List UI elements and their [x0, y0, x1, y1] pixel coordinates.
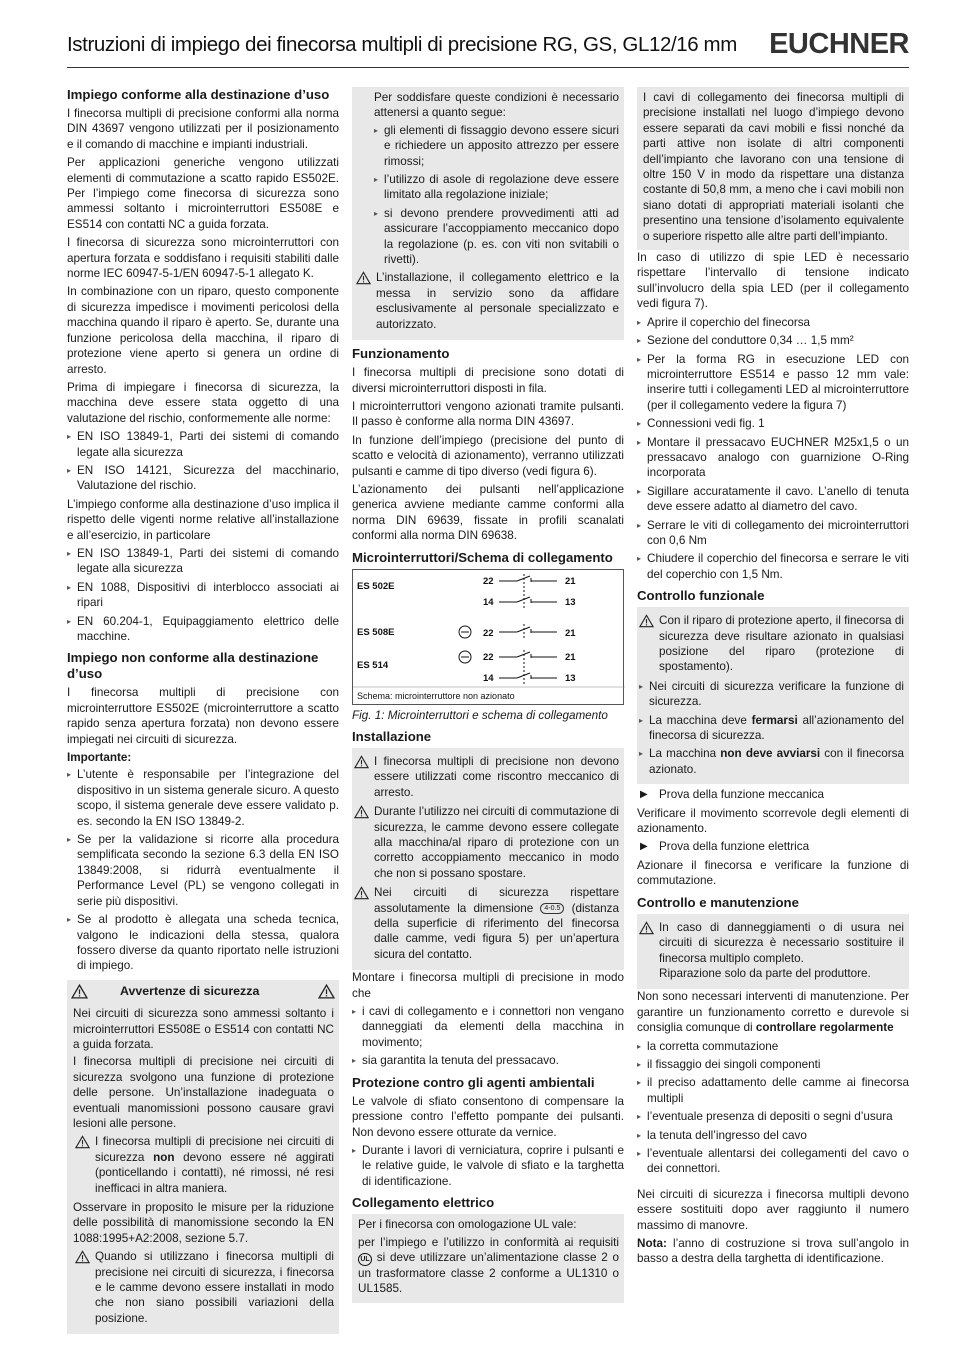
list-item: ▸ il preciso adattamento delle camme ai finecorsa multipli	[637, 1075, 909, 1106]
list-item: ▸ Sezione del conduttore 0,34 … 1,5 mm²	[637, 333, 909, 348]
paragraph: In caso di utilizzo di spie LED è necessario rispettare l’intervallo di tensione indicato sull’involucro della spia LED (per il collegamento vedi figura 7).	[637, 251, 909, 311]
warning-note: L’installazione, il collegamento elettrico e la messa in servizio sono da affidare esclusivamente al personale specializzato e autorizzato.	[354, 270, 619, 332]
paragraph: Non sono necessari interventi di manutenzione. Per garantire un funzionamento corretto e durevole si consiglia comunque di controllare regolarmente	[637, 990, 909, 1035]
safety-title: Avvertenze di sicurezza	[120, 983, 260, 998]
list-item: ▸ l’eventuale allentarsi dei collegamenti del cavo o dei connettori.	[637, 1146, 909, 1177]
cable-box	[637, 87, 909, 250]
safety-header	[67, 980, 339, 1003]
list-item: ▸ Chiudere il coperchio del finecorsa e serrare le viti del coperchio con 1,5 Nm.	[637, 551, 909, 582]
warning-icon	[75, 1250, 90, 1264]
heading-funzionamento: Funzionamento	[352, 346, 450, 362]
heading-manutenzione: Controllo e manutenzione	[637, 894, 799, 910]
norms-list	[67, 429, 339, 494]
list-item: ▸ Se per la validazione si ricorre alla procedura semplificata secondo la sezione 6.3 della EN ISO 13849:2008, si ridurrà eventualmente il Performance Level (PL) se vengono collegati in serie più dispositivi.	[67, 832, 339, 909]
dimension-badge: 4-0.5	[540, 903, 564, 914]
list-item: ▸ EN ISO 14121, Sicurezza del macchinario, Valutazione del rischio.	[67, 463, 339, 494]
list-item: ▸ L’utente è responsabile per l’integrazione del dispositivo in un sistema generale sicuro. A questo scopo, il sistema generale deve essere validato p. es. secondo la EN ISO 13849-2.	[67, 767, 339, 829]
list-item: ▸ l’eventuale presenza di depositi o segni d’usura	[637, 1109, 909, 1124]
conditions-list	[374, 123, 619, 268]
ul-mark-icon: UL	[358, 1253, 372, 1266]
terminal-22: 22	[483, 651, 494, 663]
warning-note: Nei circuiti di sicurezza rispettare assolutamente la dimensione 4-0.5 (distanza della superficie di riferimento del finecorsa dalle camme, vedi figura 5) per un’apertura sicura del contatto.	[352, 885, 619, 962]
warning-note: Quando si utilizzano i finecorsa multipli di precisione nei circuiti di sicurezza, i finecorsa e le camme devono essere installati in modo che non siano possibili variazioni della posizione.	[73, 1249, 334, 1326]
paragraph: I microinterruttori vengono azionati tramite pulsanti. Il passo è conforme alla norma DIN 43697.	[352, 399, 624, 429]
list-item: ▸ la tenuta dell’ingresso del cavo	[637, 1128, 909, 1143]
list-item: ▸ EN ISO 13849-1, Parti dei sistemi di comando legate alla sicurezza	[67, 429, 339, 460]
importante-label: Importante:	[67, 751, 132, 765]
heading-installazione: Installazione	[352, 728, 432, 744]
list-item: ▸ Serrare le viti di collegamento dei microinterruttori con 0,6 Nm	[637, 518, 909, 549]
paragraph: Azionare il finecorsa e verificare la funzione di commutazione.	[637, 858, 909, 888]
paragraph: L’azionamento dei pulsanti nell’applicazione generica avviene mediante camme conformi alla norma DIN 69639, fissate in profili scanalati conformi alla norma DIN 69638.	[352, 482, 624, 543]
installation-warnings	[352, 748, 624, 970]
paragraph: In funzione dell’impiego (precisione del punto di scatto e velocità di azionamento), verranno utilizzati pulsanti e camme di tipo diverso (vedi figura 6).	[352, 433, 624, 478]
paragraph: per l’impiego e l’utilizzo in conformità ai requisiti UL si deve utilizzare un’alimentazione classe 2 o un trasformatore classe 2 conforme a UL1310 o UL1585.	[358, 1235, 619, 1296]
warning-note: In caso di danneggiamenti o di usura nei circuiti di sicurezza è necessario sostituire il finecorsa multiplo completo. Riparazione solo da parte del produttore.	[637, 920, 904, 982]
paragraph: Le valvole di sfiato consentono di compensare la pressione contro l’effetto pompante dei pulsanti. Non devono essere otturate da vernice.	[352, 1094, 624, 1139]
page-title: Istruzioni di impiego dei finecorsa multipli di precisione RG, GS, GL12/16 mm	[67, 33, 737, 56]
heading-nonconforme: Impiego non conforme alla destinazione d’uso	[67, 650, 319, 682]
warning-note: I finecorsa multipli di precisione non devono essere utilizzati come riscontro meccanico di arresto.	[352, 754, 619, 800]
heading-conforme: Impiego conforme alla destinazione d’uso	[67, 87, 330, 102]
list-item: ▸ i cavi di collegamento e i connettori non vengano danneggiati da elementi della macchina in movimento;	[352, 1004, 624, 1050]
paragraph: Montare i finecorsa multipli di precisione in modo che	[352, 971, 624, 1000]
list-item: ▸ EN 1088, Dispositivi di interblocco associati ai ripari	[67, 580, 339, 611]
step-elettrica: ▶ Prova della funzione elettrica	[637, 839, 909, 854]
column-1	[67, 87, 339, 1334]
terminal-22: 22	[483, 575, 494, 587]
paragraph: I finecorsa multipli di precisione conformi alla norma DIN 43697 vengono utilizzati per il posizionamento e il comando di macchine e impianti industriali.	[67, 107, 339, 151]
column-2	[352, 87, 624, 1303]
paragraph: Verificare il movimento scorrevole degli elementi di azionamento.	[637, 806, 909, 836]
list-item: ▸ La macchina non deve avviarsi con il finecorsa azionato.	[639, 746, 904, 777]
header-rule	[67, 67, 909, 68]
paragraph: L’impiego conforme alla destinazione d’uso implica il rispetto delle vigenti norme relative all’installazione e all’esercizio, in particolare	[67, 497, 339, 542]
conditions-box	[352, 87, 624, 340]
list-item: ▸ la corretta commutazione	[637, 1039, 909, 1054]
warning-icon	[75, 1135, 90, 1149]
list-item: ▸ Connessioni vedi fig. 1	[637, 416, 909, 431]
warning-icon	[354, 755, 369, 769]
control-box	[637, 607, 909, 784]
terminal-14: 14	[483, 596, 494, 608]
terminal-14: 14	[483, 672, 494, 684]
label-es514: ES 514	[357, 659, 389, 671]
heading-microinterruttori: Microinterruttori/Schema di collegamento	[352, 549, 613, 565]
paragraph: I finecorsa multipli di precisione nei circuiti di sicurezza svolgono una funzione di protezione delle persone. Un’installazione inadeguata o eventuali manomissioni possono causare gravi lesioni alle persone.	[73, 1055, 334, 1130]
installation-list	[352, 1004, 624, 1069]
warning-icon	[71, 984, 88, 999]
warning-icon	[354, 805, 369, 819]
terminal-13: 13	[565, 596, 576, 608]
paragraph: Nei circuiti di sicurezza sono ammessi soltanto i microinterruttori ES508E o ES514 con contatti NC a guida forzata.	[73, 1007, 334, 1051]
maintenance-list	[637, 1039, 909, 1177]
paragraph: Per i finecorsa con omologazione UL vale:	[358, 1218, 577, 1232]
label-es508e: ES 508E	[357, 626, 395, 638]
list-item: ▸ EN ISO 13849-1, Parti dei sistemi di comando legate alla sicurezza	[67, 546, 339, 577]
list-item: ▸ l’utilizzo di asole di regolazione deve essere limitato alla regolazione iniziale;	[374, 172, 619, 203]
wiring-diagram	[352, 569, 624, 705]
step-meccanica: ▶ Prova della funzione meccanica	[637, 787, 909, 802]
heading-collegamento: Collegamento elettrico	[352, 1195, 495, 1211]
paragraph: Per soddisfare queste condizioni è necessario attenersi a quanto segue:	[374, 91, 619, 120]
paragraph: In combinazione con un riparo, questo componente di sicurezza impedisce i movimenti pericolosi della macchina quando il riparo è aperto. Se, durante una funzione pericolosa della macchina, il riparo di protezione viene aperto si genera un ordine di arresto.	[67, 285, 339, 376]
protection-list	[352, 1143, 624, 1189]
terminal-21: 21	[565, 627, 576, 639]
figure-caption: Fig. 1: Microinterruttori e schema di collegamento	[352, 708, 608, 722]
list-item: ▸ sia garantita la tenuta del pressacavo.	[352, 1053, 624, 1068]
paragraph: Osservare in proposito le misure per la riduzione delle possibilità di manomissione secondo la EN 1088:1995+A2:2008, sezione 5.7.	[73, 1201, 334, 1245]
warning-icon	[318, 984, 335, 999]
terminal-21: 21	[565, 575, 576, 587]
warning-icon	[356, 271, 371, 285]
list-item: ▸ Durante i lavori di verniciatura, coprire i pulsanti e le relative guide, le valvole di sfiato e la targhetta di identificazione.	[352, 1143, 624, 1189]
paragraph: I finecorsa di sicurezza sono microinterruttori con apertura forzata e soddisfano i requisiti stabiliti dalle norme IEC 60947-5-1/EN 60947-5-1 allegato K.	[67, 236, 339, 281]
diagram-note: Schema: microinterruttore non azionato	[357, 690, 515, 701]
warning-note: Con il riparo di protezione aperto, il finecorsa di sicurezza deve risultare azionato in qualsiasi posizione del riparo (protezione di spostamento).	[637, 613, 904, 675]
list-item: ▸ Sigillare accuratamente il cavo. L’anello di tenuta deve essere adatto al diametro del cavo.	[637, 484, 909, 515]
terminal-13: 13	[565, 672, 576, 684]
paragraph: Per applicazioni generiche vengono utilizzati elementi di commutazione a scatto rapido ES502E. Per l’impiego come finecorsa di sicurezza sono ammessi soltanto i microinterruttori ES508E e ES514 con contatti NC a guida forzata.	[67, 156, 339, 231]
list-item: ▸ gli elementi di fissaggio devono essere sicuri e richiedere un apposito attrezzo per essere rimossi;	[374, 123, 619, 169]
heading-controllo: Controllo funzionale	[637, 588, 765, 604]
paragraph: I finecorsa multipli di precisione con microinterruttore ES502E (microinterruttore a scatto rapido senza apertura forzata) non devono essere impiegati nei circuiti di sicurezza.	[67, 686, 339, 746]
paragraph: Prima di impiegare i finecorsa di sicurezza, la macchina deve essere stata oggetto di una valutazione del rischio, conformemente alle norme:	[67, 380, 339, 425]
list-item: ▸ si devono prendere provvedimenti atti ad assicurare l’accoppiamento meccanico dopo la regolazione (p. es. con viti non svitabili o rivetti).	[374, 206, 619, 268]
warning-icon	[639, 614, 654, 628]
warning-note: I finecorsa multipli di precisione nei circuiti di sicurezza non devono essere né aggirati (ponticellando i contatti), né rimossi, né resi inefficaci in altra maniera.	[73, 1134, 334, 1196]
note-paragraph: Nota: l’anno di costruzione si trova sull’angolo in basso a destra della targhetta di identificazione.	[637, 1237, 909, 1266]
euchner-logo: EUCHNER	[769, 28, 909, 60]
heading-protezione: Protezione contro gli agenti ambientali	[352, 1074, 595, 1090]
warning-note: Durante l’utilizzo nei circuiti di commutazione di sicurezza, le camme devono essere collegate alla macchina/al riparo di protezione con un corretto accoppiamento meccanico in modo che non si possano spostare.	[352, 804, 619, 881]
list-item: ▸ il fissaggio dei singoli componenti	[637, 1057, 909, 1072]
connection-list	[637, 315, 909, 583]
warning-icon	[639, 921, 654, 935]
ul-box	[352, 1214, 624, 1303]
paragraph: I finecorsa multipli di precisione sono dotati di diversi microinterruttori disposti in fila.	[352, 366, 624, 395]
importante-list	[67, 767, 339, 973]
maintenance-box	[637, 914, 909, 990]
control-list	[637, 679, 904, 777]
paragraph: I cavi di collegamento dei finecorsa multipli di precisione installati nel luogo d’impiego devono essere separati da cavi mobili e fissi nonché da parti attive non isolate di altri componenti dell’impianto che lavorano con una tensione di oltre 150 V in modo da rispettare una distanza costante di 50,8 mm, a meno che i cavi mobili non siano dotati di appropriati materiali isolanti che presentino una tensione d’isolamento equivalente o superiore rispetto alle altre parti dell’impianto.	[643, 91, 904, 243]
terminal-21: 21	[565, 651, 576, 663]
list-item: ▸ Nei circuiti di sicurezza verificare la funzione di sicurezza.	[639, 679, 904, 710]
paragraph: Nei circuiti di sicurezza i finecorsa multipli devono essere sostituiti dopo aver raggiunto il numero massimo di manovre.	[637, 1187, 909, 1232]
norms-list	[67, 546, 339, 644]
list-item: ▸ Se al prodotto è allegata una scheda tecnica, valgono le indicazioni della stessa, qualora fossero diverse da quanto riportato nelle istruzioni di impiego.	[67, 912, 339, 974]
column-3	[637, 87, 909, 1270]
terminal-22: 22	[483, 627, 494, 639]
list-item: ▸ EN 60.204-1, Equipaggiamento elettrico delle macchine.	[67, 614, 339, 645]
list-item: ▸ Aprire il coperchio del finecorsa	[637, 315, 909, 330]
list-item: ▸ Montare il pressacavo EUCHNER M25x1,5 o un pressacavo analogo con guarnizione O-Ring incorporata	[637, 435, 909, 481]
list-item: ▸ La macchina deve fermarsi all’azionamento del finecorsa di sicurezza.	[639, 713, 904, 744]
warning-icon	[354, 886, 369, 900]
list-item: ▸ Per la forma RG in esecuzione LED con microinterruttore ES514 e passo 12 mm vale: inserire tutti i collegamenti LED al microinterruttore (per il collegamento vedere la figura 7)	[637, 352, 909, 414]
label-es502e: ES 502E	[357, 580, 395, 592]
safety-box	[67, 1003, 339, 1334]
